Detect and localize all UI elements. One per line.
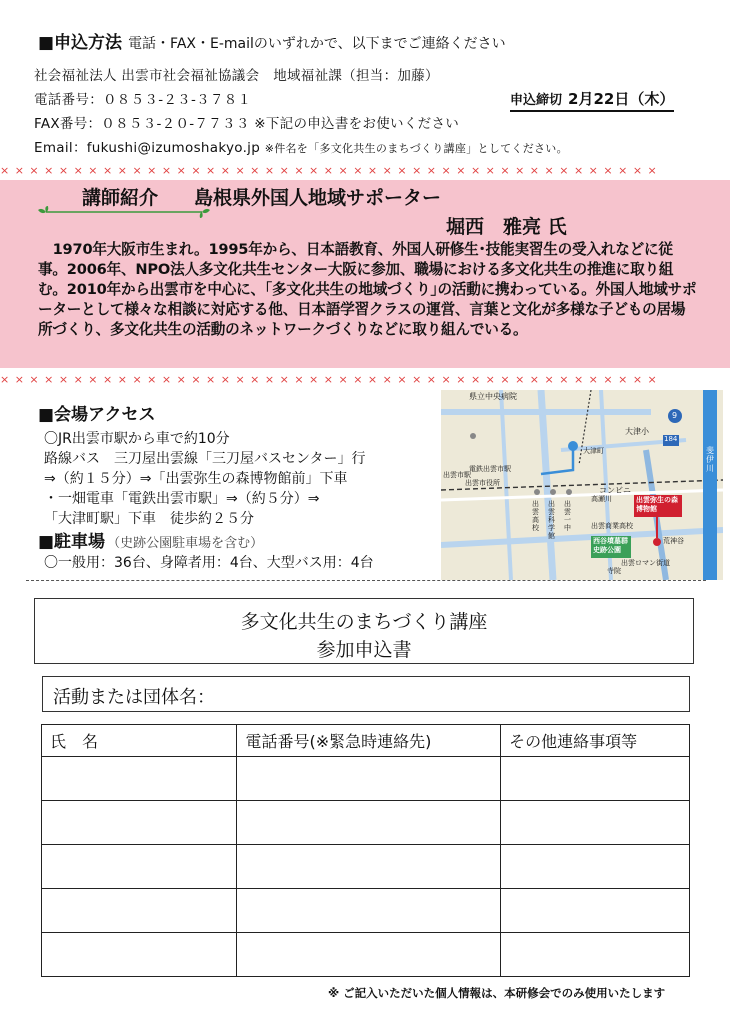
cross-divider-top: ××××××××××××××××××××××××××××××××××××××××××××× (0, 164, 663, 177)
map-label-school2: 出雲科学館 (548, 500, 555, 540)
registration-table (41, 724, 690, 977)
map-label-commerce: 出雲商業高校 (591, 522, 633, 530)
lecturer-label: 講師紹介 (82, 187, 159, 209)
map-route184: 184 (664, 435, 678, 443)
vine-ornament-icon (38, 205, 210, 219)
privacy-footnote: ※ ご記入いただいた個人情報は、本研修会でのみ使用いたします (328, 986, 666, 1000)
deadline-label: 申込締切 (510, 93, 563, 108)
map-label-roman: 出雲ロマン街道 (621, 559, 670, 567)
access-line: ⇒（約１５分）⇒「出雲弥生の森博物館前」下車 (44, 471, 348, 487)
table-row (42, 933, 690, 977)
column-header-phone: 電話番号(※緊急時連絡先) (237, 725, 501, 757)
map-label-dentetsu: 電鉄出雲市駅 (469, 465, 511, 473)
name-cell[interactable] (42, 933, 237, 977)
map-label-takase: 高瀬川 (591, 495, 612, 503)
email-line (34, 136, 568, 156)
access-line: 「大津町駅」下車 徒歩約２５分 (44, 511, 254, 527)
map-label-kojin: 荒神谷 (663, 537, 684, 545)
map-label-otsu-elem: 大津小 (625, 427, 649, 436)
table-row (42, 801, 690, 845)
access-line: ・一畑電車「電鉄出雲市駅」⇒（約５分）⇒ (44, 491, 320, 507)
deadline-date: 2月22日（木） (568, 90, 675, 108)
form-title-box (34, 598, 694, 664)
map-label-temple: 寺院 (607, 567, 621, 575)
phone-cell[interactable] (237, 845, 501, 889)
notes-cell[interactable] (501, 845, 690, 889)
table-row (42, 889, 690, 933)
phone-cell[interactable] (237, 757, 501, 801)
map-label-school1: 出雲高校 (532, 500, 539, 532)
application-subheading: 電話・FAX・E-mailのいずれかで、以下までご連絡ください (128, 36, 506, 52)
parking-heading: ■駐車場 (38, 532, 106, 552)
phone-cell[interactable] (237, 801, 501, 845)
name-cell[interactable] (42, 889, 237, 933)
notes-cell[interactable] (501, 933, 690, 977)
map-label-taisha: 大津町 (583, 447, 604, 455)
fax-line: FAX番号：０８５３-２０-７７３３ ※下記の申込書をお使いください (34, 116, 460, 132)
table-header-row (42, 725, 690, 757)
form-title: 多文化共生のまちづくり講座 (240, 611, 488, 633)
application-heading (38, 28, 506, 53)
parking-title (38, 527, 263, 552)
cross-divider-bottom: ××××××××××××××××××××××××××××××××××××××××××××× (0, 373, 663, 386)
notes-cell[interactable] (501, 889, 690, 933)
map-label-river: 斐伊川 (706, 446, 714, 473)
access-map (441, 390, 723, 580)
map-label-conveni: コンビニ (599, 486, 631, 495)
map-label-jr: 出雲市駅 (443, 471, 471, 479)
email-address[interactable]: Email：fukushi@izumoshakyo.jp (34, 140, 261, 156)
form-subtitle: 参加申込書 (316, 639, 412, 661)
activity-label: 活動または団体名： (53, 687, 215, 708)
map-route9: 9 (672, 411, 678, 420)
phone-cell[interactable] (237, 889, 501, 933)
activity-name-field[interactable] (42, 676, 690, 712)
access-title: ■会場アクセス (38, 405, 156, 425)
notes-cell[interactable] (501, 757, 690, 801)
application-heading-text: ■申込方法 (38, 33, 123, 53)
map-label-park: 西谷墳墓群史跡公園 (593, 537, 628, 554)
cut-line (26, 580, 706, 581)
parking-detail: 〇一般用：36台、身障者用：4台、大型バス用：4台 (44, 555, 374, 571)
map-label-hospital: 県立中央病院 (469, 392, 517, 401)
map-label-museum: 出雲弥生の森博物館 (636, 496, 678, 513)
column-header-notes: その他連絡事項等 (501, 725, 690, 757)
table-row (42, 845, 690, 889)
access-line: 路線バス 三刀屋出雲線「三刀屋バスセンター」行 (44, 451, 366, 467)
parking-note: （史跡公園駐車場を含む） (107, 536, 264, 551)
lecturer-bio: 1970年大阪市生まれ。1995年から、日本語教育、外国人研修生･技能実習生の受入れなどに従事。2006年、NPO法人多文化共生センター大阪に参加、職場における多文化共生の推進に取り組む。2010年から出雲市を中心に、｢多文化共生の地域づくり｣の活動に携わっている。外国人地域サポーターとして様々な相談に対応する他、日本語学習クラスの運営、言葉と文化が多様な子どもの居場所づくり、多文化共生の活動のネットワークづくりなどに取り組んでいる。 (38, 241, 697, 338)
deadline-box (510, 88, 674, 112)
email-note: ※件名を「多文化共生のまちづくり講座」としてください。 (264, 142, 568, 155)
access-line: 〇JR出雲市駅から車で約10分 (44, 431, 230, 447)
notes-cell[interactable] (501, 801, 690, 845)
name-cell[interactable] (42, 757, 237, 801)
table-row (42, 757, 690, 801)
map-label-city-office: 出雲市役所 (465, 479, 500, 487)
tel-line: 電話番号：０８５３-２３-３７８１ (34, 92, 252, 108)
name-cell[interactable] (42, 801, 237, 845)
lecturer-affiliation: 島根県外国人地域サポーター (194, 187, 442, 209)
phone-cell[interactable] (237, 933, 501, 977)
map-label-school3: 出雲一中 (564, 500, 571, 532)
column-header-name: 氏 名 (42, 725, 237, 757)
name-cell[interactable] (42, 845, 237, 889)
organization-line: 社会福祉法人 出雲市社会福祉協議会 地域福祉課（担当：加藤） (34, 68, 439, 84)
lecturer-name: 堀西 雅亮 氏 (446, 216, 567, 238)
